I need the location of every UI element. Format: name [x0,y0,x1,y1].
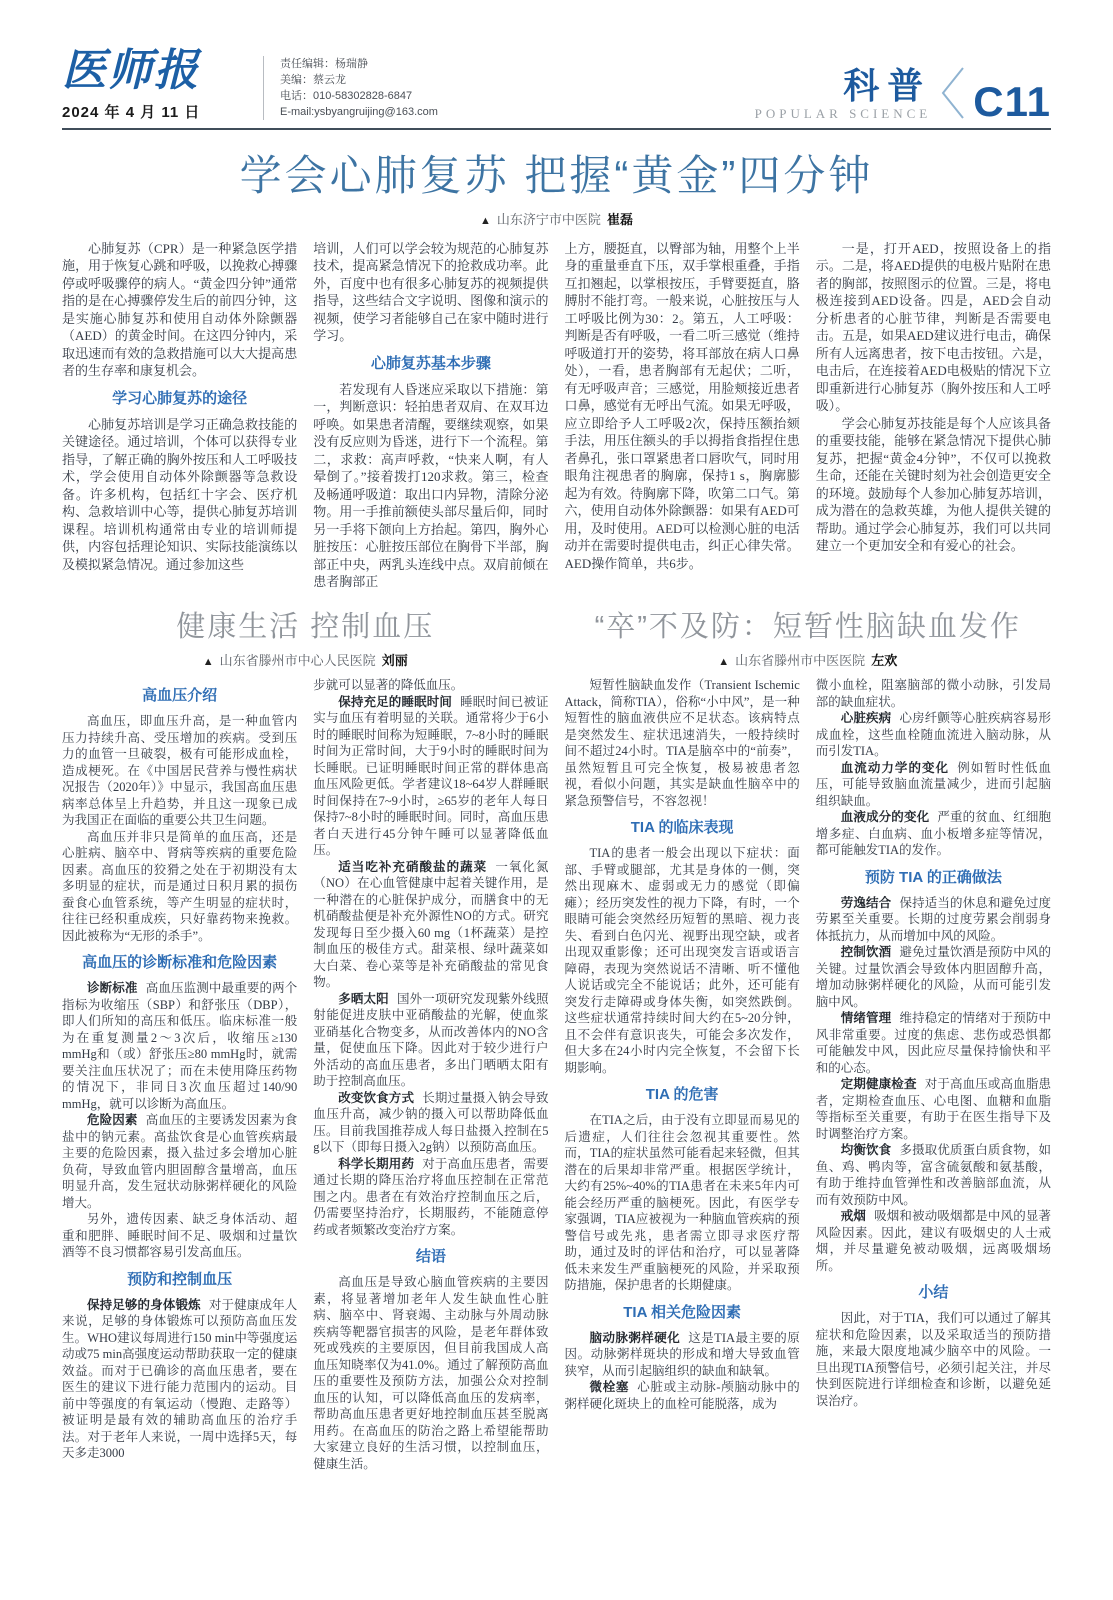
lead-article-title: 学会心肺复苏 把握“黄金”四分钟 [239,152,874,199]
section-heading: TIA 的临床表现 [630,819,734,837]
paragraph: 适当吃补充硝酸盐的蔬菜 一氧化氮（NO）在心血管健康中起着关键作用，是一种潜在的心脏保护成分，而膳食中的无机硝酸盐便是补充外源性NO的方式。研究发现每日至少摄入60 mg（1杯蔬菜）是控制血压的极佳方式。甜菜根、绿叶蔬菜如大白菜、卷心菜等是补充硝酸盐的常见食物。 [313,859,549,990]
text-column [313,677,548,1577]
paragraph: 步就可以显著的降低血压。 [313,678,464,693]
bold-lead: 科学长期用药 [338,1156,415,1171]
paragraph: 均衡饮食 多摄取优质蛋白质食物，如鱼、鸡、鸭肉等，富含硫氨酸和氨基酸，有助于维持血管弹性和改善脑部血流，从而有效预防中风。 [815,1143,1051,1207]
editor-info [280,56,438,122]
bold-lead: 劳逸结合 [840,895,892,910]
bold-lead: 定期健康检查 [840,1077,917,1092]
paragraph: 心脏疾病 心房纤颤等心脏疾病容易形成血栓，这些血栓随血流进入脑动脉，从而引发TIA。 [815,711,1051,759]
left-article-byline [62,650,549,669]
section-heading: 心肺复苏基本步骤 [370,354,491,372]
paragraph: 控制饮酒 避免过量饮酒是预防中风的关键。过量饮酒会导致体内胆固醇升高，增加动脉粥样硬化的风险，从而可能引发脑中风。 [815,945,1051,1009]
author-name: 左欢 [871,653,898,669]
paragraph: 微小血栓，阻塞脑部的微小动脉，引发局部的缺血症状。 [815,678,1051,709]
chevron-left-icon [939,66,965,120]
paragraph: 心肺复苏（CPR）是一种紧急医学措施，用于恢复心跳和呼吸，以挽救心搏骤停或呼吸骤停的病人。“黄金四分钟”通常指的是在心搏骤停发生后的前四分钟，这是实施心肺复苏和使用自动体外除颤器（AED）的黄金时间。在这四分钟内，采取迅速而有效的急救措施可以大大提高患者的生存率和康复机会。 [62,240,298,378]
lead-article-byline [62,209,1051,228]
editor-line: 美编：蔡云龙 [280,74,346,86]
section-name-en: POPULAR SCIENCE [754,106,932,121]
page-number: C11 [973,78,1051,126]
paragraph: 一是，打开AED，按照设备上的指示。二是，将AED提供的电极片贴附在患者的胸部，按照图示的位置。三是，将电极连接到AED设备。四是，AED会自动分析患者的心脏节律，判断是否需要电击。五是，如果AED建议进行电击，确保所有人远离患者，按下电击按钮。六是，电击后，在连接着AED电极贴的情况下立即重新进行心肺复苏（胸外按压和人工呼吸）。 [815,240,1051,413]
paragraph: 劳逸结合 保持适当的休息和避免过度劳累至关重要。长期的过度劳累会削弱身体抵抗力，从而增加中风的风险。 [815,895,1051,943]
lead-article [62,150,1051,592]
paragraph: 情绪管理 维持稳定的情绪对于预防中风非常重要。过度的焦虑、悲伤或恐惧都可能触发中风，因此应尽量保持愉快和平和的心态。 [815,1011,1051,1075]
bold-lead: 多晒太阳 [338,991,389,1006]
paragraph: 保持充足的睡眠时间 睡眠时间已被证实与血压有着明显的关联。通常将少于6小时的睡眠时间称为短睡眠，7~8小时的睡眠时间为正常时间，大于9小时的睡眠时间为长睡眠。已证明睡眠时间正常的群体患高血压风险更低。学者建议18~64岁人群睡眠时间保持在7~9小时，≥65岁的老年人每日保持7~8小时的睡眠时间。同时，高血压患者白天进行45分钟午睡可以显著降低血压。 [313,694,549,858]
section-heading: 结语 [415,1248,446,1266]
paragraph: 培训，人们可以学会较为规范的心肺复苏技术，提高紧急情况下的抢救成功率。此外，百度中也有很多心肺复苏的视频提供指导，这些结合文字说明、图像和演示的视频，使学习者能够自己在家中随时进行学习。 [313,240,549,343]
bottom-section [62,610,1051,1578]
bold-lead: 微栓塞 [589,1380,630,1395]
author-org: 山东省滕州市中心人民医院 [219,653,376,669]
byline-triangle-icon: ▲ [718,656,730,669]
text-column [313,240,548,592]
paragraph: 诊断标准 高血压监测中最重要的两个指标为收缩压（SBP）和舒张压（DBP），即人们所知的高压和低压。临床标准一般为在重复测量2～3次后，收缩压≥130 mmHg和（或）舒张压≥80 mmHg时，就需要关注血压状况了；而在未使用降压药物的情况下，非同日3次血压超过140/90 mmHg，就可以诊断为高血压。 [62,981,298,1111]
bold-lead: 改变饮食方式 [338,1090,415,1105]
right-article-columns [565,677,1052,1577]
paragraph: 高血压并非只是简单的血压高，还是心脏病、脑卒中、肾病等疾病的重要危险因素。高血压的狡猾之处在于初期没有太多明显的症状，而是通过日积月累的损伤蚕食心血管系统，等产生明显的症状时，往往已经积重成疾，只好靠药物来挽救。因此被称为“无形的杀手”。 [62,829,298,943]
paragraph: 因此，对于TIA，我们可以通过了解其症状和危险因素，以及采取适当的预防措施，来最大限度地减少脑卒中的风险。一旦出现TIA预警信号，必须引起关注，并尽快到医院进行详细检查和诊断，以避免延误治疗。 [815,1311,1051,1408]
editor-line: 责任编辑：杨瑞静 [280,58,368,70]
text-column [565,240,800,592]
paragraph: 上方，腰挺直，以臀部为轴，用整个上半身的重量垂直下压，双手掌根重叠，手指互扣翘起，以掌根按压，手臂要挺直，胳膊肘不能打弯。一般来说，心脏按压与人工呼吸比例为30：2。第五，人工呼吸：判断是否有呼吸，一看二听三感觉（维持呼吸道打开的姿势，将耳部放在病人口鼻处），一看，患者胸部有无起伏；二听，有无呼吸声音；三感觉，用脸颊接近患者口鼻，感觉有无呼出气流。如果无呼吸，应立即给予人工呼吸2次，保持压额抬颏手法，用压住额头的手以拇指食指捏住患者鼻孔，张口罩紧患者口唇吹气，同时用眼角注视患者的胸廓，保持1 s，胸廓膨起为有效。待胸廓下降，吹第二口气。第六，使用自动体外除颤器：如果有AED可用，及时使用。AED可以检测心脏的电活动并在需要时提供电击，纠正心律失常。AED操作简单，共6步。 [564,240,800,571]
paragraph: 危险因素 高血压的主要诱发因素为食盐中的钠元素。高盐饮食是心血管疾病最主要的危险因素，摄入盐过多会增加心脏负荷，导致血管内胆固醇含量增高，血压明显升高，发生冠状动脉粥样硬化的风险增大。 [62,1113,298,1210]
author-name: 崔磊 [606,211,633,227]
bold-lead: 保持足够的身体锻炼 [87,1297,201,1312]
email-line: E-mail:ysbyangruijing@163.com [280,106,438,118]
section-heading: TIA 的危害 [645,1086,719,1104]
author-org: 山东济宁市中医院 [496,211,601,227]
masthead-divider [263,56,264,120]
section-label [754,65,932,122]
bold-lead: 诊断标准 [87,981,138,996]
left-article [62,610,549,1578]
section-name-cn: 科普 [843,65,932,106]
paragraph: 学会心肺复苏技能是每个人应该具备的重要技能，能够在紧急情况下提供心肺复苏，把握“黄金4分钟”，不仅可以挽救生命，还能在关键时刻为社会创造更安全的环境。鼓励每个人参加心肺复苏培训，成为潜在的急救英雄，为他人提供关键的帮助。通过学会心肺复苏，我们可以共同建立一个更加安全和有爱心的社会。 [815,415,1051,553]
lead-article-columns [62,240,1051,592]
text-column [62,240,297,592]
paragraph: 微栓塞 心脏或主动脉-颅脑动脉中的粥样硬化斑块上的血栓可能脱落，成为 [564,1380,800,1411]
right-article [565,610,1052,1578]
bold-lead: 戒烟 [840,1209,867,1224]
author-name: 刘丽 [381,653,408,669]
paragraph: TIA的患者一般会出现以下症状：面部、手臂或腿部，尤其是身体的一侧，突然出现麻木、虚弱或无力的感觉（即偏瘫）；经历突发性的视力下降，有时，一个眼睛可能会突然经历短暂的黑暗、视力丧失、看到白色闪光、视野出现空缺，或者出现双重影像；还可出现突发言语或语言障碍，表现为突然说话不清晰、听不懂他人说话或完全不能说话；此外，还可能有突发行走障碍或身体失衡，如突然跌倒。这些症状通常持续时间大约在5~20分钟，且不会伴有意识丧失，可能会多次发作，但大多在24小时内完全恢复，不会留下长期影响。 [564,846,800,1075]
section-heading: TIA 相关危险因素 [623,1303,742,1321]
paragraph: 在TIA之后，由于没有立即显而易见的后遗症，人们往往会忽视其重要性。然而，TIA的症状虽然可能看起来轻微，但其潜在的后果却非常严重。根据医学统计，大约有25%~40%的TIA患者在未来5年内可能会经历严重的脑梗死。因此，有医学专家强调，TIA应被视为一种脑血管疾病的预警信号或先兆，患者需立即寻求医疗帮助，通过及时的评估和治疗，可以显著降低未来发生严重脑梗死的风险，并采取预防措施，保护患者的长期健康。 [564,1113,800,1293]
masthead [62,40,1051,126]
bold-lead: 心脏疾病 [840,711,892,726]
paragraph: 心肺复苏培训是学习正确急救技能的关键途径。通过培训，个体可以获得专业指导，了解正确的胸外按压和人工呼吸技术，学会使用自动体外除颤器等急救设备。许多机构，包括红十字会、医疗机构、急救培训中心等，提供心肺复苏培训课程。培训机构通常由专业的培训师提供，内容包括理论知识、实际技能演练以及模拟紧急情况。通过参加这些 [62,416,298,572]
bold-lead: 适当吃补充硝酸盐的蔬菜 [338,859,488,874]
bold-lead: 血流动力学的变化 [840,760,950,775]
masthead-left [62,46,257,122]
masthead-rule [62,128,1051,130]
right-article-byline [565,650,1052,669]
paragraph: 若发现有人昏迷应采取以下措施：第一，判断意识：轻拍患者双肩、在双耳边呼唤。如果患者清醒，要继续观察，如果没有反应则为昏迷，进行下一个流程。第二，求救：高声呼救，“快来人啊，有人晕倒了。”接着拨打120求救。第三，检查及畅通呼吸道：取出口内异物，清除分泌物。用一手推前额使头部尽量后仰，同时另一手将下颌向上方抬起。第四，胸外心脏按压：心脏按压部位在胸骨下半部，胸部正中央，两乳头连线中点。双肩前倾在患者胸部正 [313,381,549,589]
paragraph: 高血压，即血压升高，是一种血管内压力持续升高、受压增加的疾病。受到压力的血管一旦破裂，极有可能形成血栓，造成梗死。在《中国居民营养与慢性病状况报告（2020年）》中显示，我国高血压患病率总体呈上升趋势，并且这一现象已成为我国正在面临的重要公共卫生问题。 [62,714,298,828]
paragraph: 高血压是导致心脑血管疾病的主要因素，将显著增加老年人发生缺血性心脏病、脑卒中、肾衰竭、主动脉与外周动脉疾病等靶器官损害的风险，是老年群体致死或残疾的主要原因，但目前我国成人高血压知晓率仅为41.0%。通过了解预防高血压的重要性及预防方法，加强公众对控制血压的认知，可以降低高血压的发病率，帮助高血压患者更好地控制血压甚至脱离用药。在高血压的防治之路上希望能帮助大家建立良好的生活习惯，以控制血压，健康生活。 [313,1275,549,1471]
paragraph: 保持足够的身体锻炼 对于健康成年人来说，足够的身体锻炼可以预防高血压发生。WHO建议每周进行150 min中等强度运动或75 min高强度运动帮助获取一定的健康效益。而对于已确诊的高血压患者，要在医生的建议下进行能力范围内的运动。目前中等强度的有氧运动（慢跑、走路等）被证明是最有效的辅助高血压的治疗手法。对于老年人来说，一周中选择5天，每天多走3000 [62,1297,298,1461]
text-column [565,677,800,1577]
paragraph: 多晒太阳 国外一项研究发现紫外线照射能促进皮肤中亚硝酸盐的光解，使血浆亚硝基化合物变多，从而改善体内的NO含量，促使血压下降。因此对于较少进行户外活动的高血压患者，多出门晒晒太阳有助于控制高血压。 [313,991,549,1089]
section-heading: 小结 [918,1284,949,1302]
bold-lead: 控制饮酒 [840,945,892,960]
paragraph: 血液成分的变化 严重的贫血、红细胞增多症、白血病、血小板增多症等情况，都可能触发TIA的发作。 [815,810,1051,858]
text-column [816,240,1051,592]
newspaper-logo: 医师报 [62,46,200,95]
paragraph: 血流动力学的变化 例如暂时性低血压，可能导致脑血流量减少，进而引起脑组织缺血。 [815,760,1051,808]
paragraph: 脑动脉粥样硬化 这是TIA最主要的原因。动脉粥样斑块的形成和增大导致血管狭窄，从而引起脑组织的缺血和缺氧。 [564,1330,800,1378]
byline-triangle-icon: ▲ [202,656,214,669]
left-article-columns [62,677,549,1577]
paragraph: 改变饮食方式 长期过量摄入钠会导致血压升高，减少钠的摄入可以帮助降低血压。目前我国推荐成人每日盐摄入控制在5 g以下（即每日摄入2g钠）以预防高血压。 [313,1090,549,1155]
text-column [62,677,297,1577]
paragraph: 短暂性脑缺血发作（Transient Ischemic Attack，简称TIA），俗称“小中风”，是一种短暂性的脑血液供应不足状态。该病特点是突然发生、症状迅速消失，一般持续时间不超过24小时。TIA是脑卒中的“前奏”，虽然短暂且可完全恢复，极易被患者忽视，看似小问题，其实是缺血性脑卒中的紧急预警信号，不容忽视！ [564,678,800,808]
section-heading: 高血压的诊断标准和危险因素 [82,954,278,972]
section-heading: 预防 TIA 的正确做法 [864,868,1002,886]
bold-lead: 血液成分的变化 [840,810,930,825]
bold-lead: 情绪管理 [840,1011,892,1026]
right-article-title: “卒”不及防：短暂性脑缺血发作 [594,610,1021,643]
bold-lead: 均衡饮食 [840,1143,892,1158]
section-heading: 学习心肺复苏的途径 [112,389,248,407]
issue-date: 2024 年 4 月 11 日 [62,104,201,121]
masthead-right [754,65,1051,126]
section-heading: 高血压介绍 [142,687,218,705]
author-org: 山东省滕州市中医医院 [735,653,866,669]
bold-lead: 保持充足的睡眠时间 [338,694,453,709]
bold-lead: 危险因素 [87,1113,138,1128]
paragraph: 科学长期用药 对于高血压患者，需要通过长期的降压治疗将血压控制在正常范围之内。患者在有效治疗控制血压之后，仍需要坚持治疗，长期服药，不能随意停药或者频繁改变治疗方案。 [313,1156,549,1237]
bold-lead: 脑动脉粥样硬化 [589,1330,681,1345]
paragraph: 戒烟 吸烟和被动吸烟都是中风的显著风险因素。因此，建议有吸烟史的人士戒烟，并尽量避免被动吸烟，远离吸烟场所。 [815,1209,1051,1273]
section-heading: 预防和控制血压 [127,1270,233,1288]
paragraph: 另外，遗传因素、缺乏身体活动、超重和肥胖、睡眠时间不足、吸烟和过量饮酒等不良习惯都容易引发高血压。 [62,1212,298,1260]
paragraph: 定期健康检查 对于高血压或高血脂患者，定期检查血压、心电图、血糖和血脂等指标至关重要，有助于在医生指导下及时调整治疗方案。 [815,1077,1051,1141]
text-column [816,677,1051,1577]
editor-line: 电话：010-58302828-6847 [280,90,413,102]
byline-triangle-icon: ▲ [480,214,491,227]
left-article-title: 健康生活 控制血压 [176,610,435,643]
